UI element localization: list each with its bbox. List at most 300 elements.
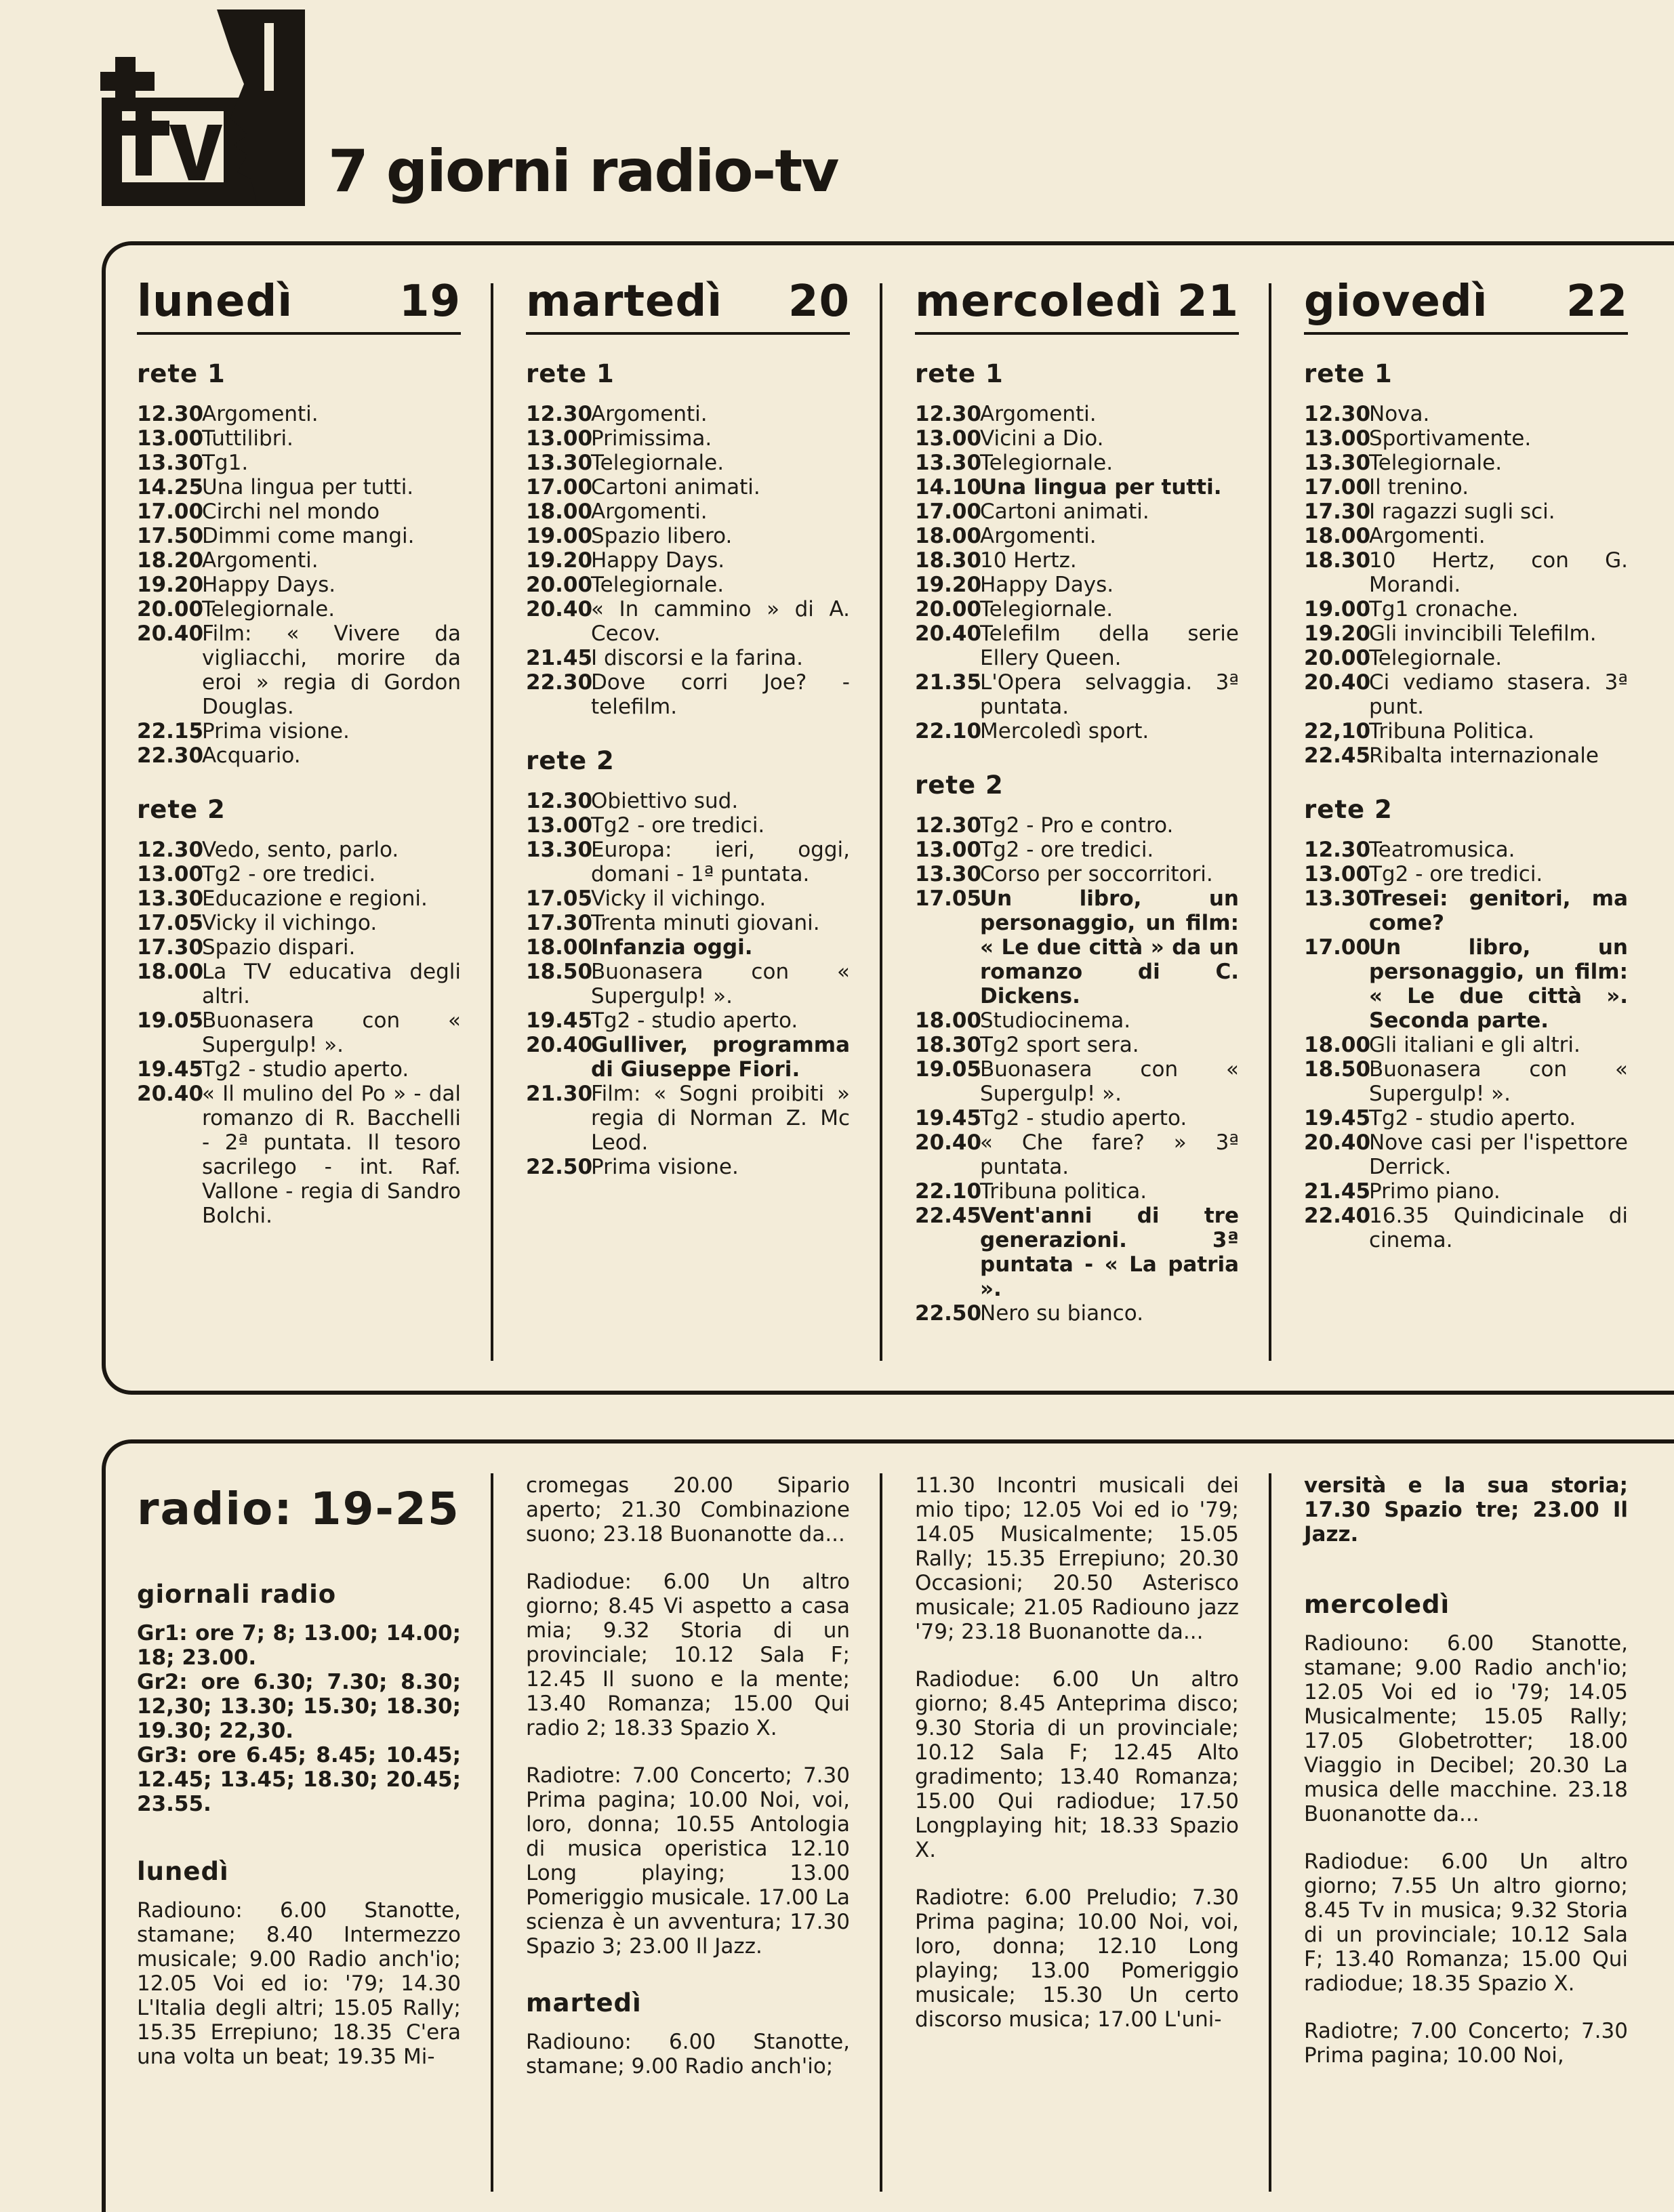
program-entry bbox=[137, 426, 461, 451]
day-header bbox=[1304, 278, 1628, 335]
tv-day-column-mercoledi bbox=[915, 278, 1239, 1326]
program-title: Tg2 - Pro e contro. bbox=[980, 813, 1174, 838]
program-entry bbox=[1304, 1204, 1628, 1252]
program-time: 19.45 bbox=[137, 1057, 204, 1082]
program-time: 21.30 bbox=[526, 1082, 593, 1107]
program-entry bbox=[915, 1301, 1239, 1326]
program-time: 17.00 bbox=[1304, 935, 1371, 960]
page-title: 7 giorni radio-tv bbox=[328, 138, 838, 205]
program-title: Telegiornale. bbox=[591, 451, 724, 476]
rete-1-label: rete 1 bbox=[915, 359, 1004, 389]
program-entry bbox=[526, 838, 850, 886]
program-title: Film: « Vivere da vigliacchi, morire da eroi » regia di Gordon Douglas. bbox=[202, 621, 461, 720]
rete-2-label: rete 2 bbox=[526, 746, 615, 776]
program-time: 19.00 bbox=[526, 524, 593, 549]
program-title: Telegiornale. bbox=[1369, 451, 1503, 476]
radio-text: Radiotre: 7.00 Concerto; 7.30 Prima pagina; 10.00 Noi, voi, loro, donna; 10.55 Antologia di musica operistica 12.10 Long playing; 13.00 Pomeriggio musicale. 17.00 La scienza è un avventura; 17.30 Spazio 3; 23.00 Il Jazz. bbox=[526, 1763, 850, 1959]
program-time: 19.20 bbox=[915, 573, 982, 598]
program-entry bbox=[915, 1130, 1239, 1179]
program-time: 22.30 bbox=[137, 743, 204, 769]
program-title: Circhi nel mondo bbox=[202, 499, 380, 525]
program-entry bbox=[915, 670, 1239, 719]
program-time: 18.00 bbox=[915, 1008, 982, 1033]
program-time: 19.45 bbox=[915, 1106, 982, 1131]
program-entry bbox=[526, 1033, 850, 1082]
radio-schedule-panel bbox=[102, 1439, 1674, 2212]
martedi-heading: martedì bbox=[526, 1988, 642, 2018]
program-entry bbox=[915, 1008, 1239, 1033]
program-entry bbox=[526, 886, 850, 911]
program-entry bbox=[1304, 475, 1628, 499]
tv-day-column-lunedi bbox=[137, 278, 461, 1228]
program-time: 22.45 bbox=[915, 1204, 982, 1229]
program-entry bbox=[526, 548, 850, 573]
program-time: 19.20 bbox=[137, 573, 204, 598]
program-time: 17.30 bbox=[1304, 499, 1371, 525]
program-entry bbox=[915, 621, 1239, 670]
program-entry bbox=[137, 548, 461, 573]
program-entry bbox=[526, 402, 850, 426]
program-time: 20.40 bbox=[1304, 1130, 1371, 1155]
program-time: 20.40 bbox=[526, 1033, 593, 1058]
program-entry bbox=[526, 935, 850, 960]
rete-2-label: rete 2 bbox=[1304, 795, 1393, 825]
rete-2-label: rete 2 bbox=[915, 771, 1004, 800]
day-header bbox=[915, 278, 1239, 335]
program-title: 16.35 Quindicinale di cinema. bbox=[1369, 1204, 1628, 1253]
program-entry bbox=[526, 524, 850, 548]
program-time: 12.30 bbox=[137, 402, 204, 427]
program-time: 12.30 bbox=[526, 402, 593, 427]
program-title: « Il mulino del Po » - dal romanzo di R. Bacchelli - 2ª puntata. Il tesoro sacrilego - int. Raf. Vallone - regia di Sandro Bolchi. bbox=[202, 1082, 461, 1229]
program-entry bbox=[1304, 719, 1628, 743]
program-title: Gli invincibili Telefilm. bbox=[1369, 621, 1597, 647]
program-title: Telegiornale. bbox=[202, 597, 335, 622]
program-time: 20.00 bbox=[1304, 646, 1371, 671]
program-entry bbox=[915, 402, 1239, 426]
program-time: 18.00 bbox=[137, 960, 204, 985]
program-title: Dimmi come mangi. bbox=[202, 524, 415, 549]
program-title: Un libro, un personaggio, un film: « Le due città » da un romanzo di C. Dickens. bbox=[980, 886, 1239, 1009]
program-time: 18.00 bbox=[915, 524, 982, 549]
program-title: I ragazzi sugli sci. bbox=[1369, 499, 1555, 525]
program-entry bbox=[915, 499, 1239, 524]
program-time: 19.45 bbox=[526, 1008, 593, 1033]
program-title: « In cammino » di A. Cecov. bbox=[591, 597, 850, 647]
program-time: 13.30 bbox=[137, 451, 204, 476]
program-title: Argomenti. bbox=[202, 402, 319, 427]
program-entry bbox=[915, 597, 1239, 621]
program-time: 13.00 bbox=[137, 426, 204, 451]
program-title: Tg2 - studio aperto. bbox=[980, 1106, 1187, 1131]
program-entry bbox=[526, 670, 850, 719]
program-title: Tuttilibri. bbox=[202, 426, 293, 451]
radio-title: radio: 19-25 bbox=[137, 1483, 460, 1535]
program-title: Studiocinema. bbox=[980, 1008, 1131, 1033]
program-entry bbox=[1304, 886, 1628, 935]
program-time: 21.35 bbox=[915, 670, 982, 695]
rete-1-label: rete 1 bbox=[526, 359, 615, 389]
rete-2-list bbox=[1304, 838, 1628, 1252]
program-entry bbox=[526, 1155, 850, 1179]
rete-1-list bbox=[915, 402, 1239, 743]
program-time: 13.00 bbox=[915, 426, 982, 451]
program-title: Ribalta internazionale bbox=[1369, 743, 1599, 769]
program-time: 19.00 bbox=[1304, 597, 1371, 622]
program-time: 20.00 bbox=[137, 597, 204, 622]
radio-column-4 bbox=[1304, 1473, 1628, 2091]
program-time: 18.20 bbox=[137, 548, 204, 573]
rete-1-list bbox=[526, 402, 850, 719]
rete-1-label: rete 1 bbox=[137, 359, 226, 389]
program-time: 18.00 bbox=[1304, 1033, 1371, 1058]
program-title: 10 Hertz. bbox=[980, 548, 1077, 573]
radio-text: Radiodue: 6.00 Un altro giorno; 8.45 Vi aspetto a casa mia; 9.32 Storia di un provinciale; 10.12 Sala F; 12.45 Il suono e la mente; 13.40 Romanza; 15.00 Qui radio 2; 18.33 Spazio X. bbox=[526, 1570, 850, 1740]
program-time: 20.40 bbox=[915, 1130, 982, 1155]
program-entry bbox=[137, 862, 461, 886]
program-time: 17.50 bbox=[137, 524, 204, 549]
program-time: 22.15 bbox=[137, 719, 204, 744]
program-title: Corso per soccorritori. bbox=[980, 862, 1213, 887]
program-entry bbox=[137, 621, 461, 719]
program-entry bbox=[137, 402, 461, 426]
program-title: Happy Days. bbox=[202, 573, 336, 598]
program-entry bbox=[1304, 402, 1628, 426]
program-title: Argomenti. bbox=[591, 499, 708, 525]
program-title: Primo piano. bbox=[1369, 1179, 1501, 1204]
program-entry bbox=[1304, 426, 1628, 451]
program-entry bbox=[915, 862, 1239, 886]
program-title: Telegiornale. bbox=[591, 573, 724, 598]
program-title: Buonasera con « Supergulp! ». bbox=[202, 1008, 461, 1058]
program-time: 21.45 bbox=[1304, 1179, 1371, 1204]
program-time: 13.00 bbox=[1304, 862, 1371, 887]
day-name: martedì bbox=[526, 276, 723, 327]
program-time: 19.20 bbox=[1304, 621, 1371, 647]
program-entry bbox=[1304, 1057, 1628, 1106]
program-time: 17.00 bbox=[1304, 475, 1371, 500]
program-title: Il trenino. bbox=[1369, 475, 1469, 500]
program-title: Spazio dispari. bbox=[202, 935, 356, 960]
tv-schedule-panel bbox=[102, 241, 1674, 1395]
radio-text: versità e la sua storia; 17.30 Spazio tre; 23.00 Il Jazz. bbox=[1304, 1473, 1628, 1547]
radio-text: Radiodue: 6.00 Un altro giorno; 7.55 Un altro giorno; 8.45 Tv in musica; 9.32 Storia di un provinciale; 10.12 Sala F; 13.40 Romanza; 15.00 Qui radiodue; 18.35 Spazio X. bbox=[1304, 1849, 1628, 1996]
program-time: 17.05 bbox=[526, 886, 593, 912]
program-entry bbox=[526, 646, 850, 670]
program-entry bbox=[526, 597, 850, 646]
day-number: 20 bbox=[788, 276, 850, 327]
program-time: 12.30 bbox=[915, 402, 982, 427]
program-entry bbox=[137, 499, 461, 524]
program-title: I discorsi e la farina. bbox=[591, 646, 803, 671]
program-time: 20.00 bbox=[526, 573, 593, 598]
program-time: 22.50 bbox=[526, 1155, 593, 1180]
program-time: 17.05 bbox=[137, 911, 204, 936]
program-title: Argomenti. bbox=[591, 402, 708, 427]
program-entry bbox=[137, 597, 461, 621]
program-time: 19.05 bbox=[915, 1057, 982, 1082]
program-entry bbox=[1304, 646, 1628, 670]
program-title: Happy Days. bbox=[980, 573, 1114, 598]
day-name: giovedì bbox=[1304, 276, 1488, 327]
program-time: 22.45 bbox=[1304, 743, 1371, 769]
rete-2-label: rete 2 bbox=[137, 795, 226, 825]
program-title: Happy Days. bbox=[591, 548, 725, 573]
program-title: Film: « Sogni proibiti » regia di Norman Z. Mc Leod. bbox=[591, 1082, 850, 1155]
program-title: Cartoni animati. bbox=[980, 499, 1149, 525]
program-title: Tg2 - ore tredici. bbox=[980, 838, 1154, 863]
program-time: 17.00 bbox=[915, 499, 982, 525]
rete-1-list bbox=[137, 402, 461, 768]
program-title: Tribuna Politica. bbox=[1369, 719, 1535, 744]
program-title: Vicini a Dio. bbox=[980, 426, 1104, 451]
program-time: 19.20 bbox=[526, 548, 593, 573]
program-entry bbox=[1304, 548, 1628, 597]
program-time: 20.40 bbox=[137, 621, 204, 647]
mercoledi-heading: mercoledì bbox=[1304, 1590, 1450, 1619]
program-title: Tg2 - studio aperto. bbox=[202, 1057, 409, 1082]
program-time: 12.30 bbox=[915, 813, 982, 838]
lunedi-radio-text: Radiouno: 6.00 Stanotte, stamane; 8.40 Intermezzo musicale; 9.00 Radio anch'io; 12.05 Voi ed io: '79; 14.30 L'Italia degli altri; 15.05 Rally; 15.35 Errepiuno; 18.35 C'era una volta un beat; 19.35 Mi- bbox=[137, 1898, 461, 2069]
program-time: 13.30 bbox=[137, 886, 204, 912]
giornali-radio-heading: giornali radio bbox=[137, 1580, 337, 1609]
program-time: 22.30 bbox=[526, 670, 593, 695]
program-entry bbox=[526, 426, 850, 451]
tv-day-column-giovedi bbox=[1304, 278, 1628, 1252]
program-title: Argomenti. bbox=[980, 524, 1097, 549]
program-entry bbox=[526, 960, 850, 1008]
rete-1-list bbox=[1304, 402, 1628, 768]
program-title: Mercoledì sport. bbox=[980, 719, 1149, 744]
program-entry bbox=[915, 813, 1239, 838]
program-time: 12.30 bbox=[1304, 838, 1371, 863]
program-entry bbox=[915, 426, 1239, 451]
program-time: 22.10 bbox=[915, 719, 982, 744]
program-title: Telefilm della serie Ellery Queen. bbox=[980, 621, 1239, 671]
radio-text: Radiotre: 6.00 Preludio; 7.30 Prima pagina; 10.00 Noi, voi, loro, donna; 12.10 Long playing; 13.00 Pomeriggio musicale; 15.30 Un certo discorso musica; 17.00 L'uni- bbox=[915, 1885, 1239, 2032]
program-entry bbox=[915, 838, 1239, 862]
program-entry bbox=[1304, 1130, 1628, 1179]
day-number: 21 bbox=[1177, 276, 1239, 327]
program-title: Tg2 - studio aperto. bbox=[591, 1008, 798, 1033]
program-title: Tg2 sport sera. bbox=[980, 1033, 1139, 1058]
program-entry bbox=[1304, 1179, 1628, 1204]
program-title: Primissima. bbox=[591, 426, 712, 451]
program-time: 17.05 bbox=[915, 886, 982, 912]
program-title: Tg2 - studio aperto. bbox=[1369, 1106, 1576, 1131]
program-title: Tribuna politica. bbox=[980, 1179, 1147, 1204]
day-name: lunedì bbox=[137, 276, 293, 327]
program-entry bbox=[915, 1179, 1239, 1204]
program-entry bbox=[526, 1082, 850, 1155]
program-title: Dove corri Joe? - telefilm. bbox=[591, 670, 850, 720]
program-entry bbox=[526, 813, 850, 838]
program-entry bbox=[915, 548, 1239, 573]
program-entry bbox=[1304, 1033, 1628, 1057]
program-title: Buonasera con « Supergulp! ». bbox=[591, 960, 850, 1009]
program-title: Buonasera con « Supergulp! ». bbox=[1369, 1057, 1628, 1107]
radio-text: Radiotre; 7.00 Concerto; 7.30 Prima pagina; 10.00 Noi, bbox=[1304, 2019, 1628, 2068]
program-title: Argomenti. bbox=[1369, 524, 1486, 549]
radio-text: cromegas 20.00 Sipario aperto; 21.30 Combinazione suono; 23.18 Buonanotte da... bbox=[526, 1473, 850, 1547]
program-time: 17.00 bbox=[526, 475, 593, 500]
program-title: Tresei: genitori, ma come? bbox=[1369, 886, 1628, 936]
program-time: 13.00 bbox=[526, 426, 593, 451]
program-entry bbox=[915, 524, 1239, 548]
program-title: Gli italiani e gli altri. bbox=[1369, 1033, 1580, 1058]
program-title: Educazione e regioni. bbox=[202, 886, 428, 912]
program-entry bbox=[137, 743, 461, 768]
program-entry bbox=[1304, 670, 1628, 719]
program-entry bbox=[526, 475, 850, 499]
program-time: 18.50 bbox=[526, 960, 593, 985]
program-title: Infanzia oggi. bbox=[591, 935, 753, 960]
program-entry bbox=[137, 960, 461, 1008]
program-entry bbox=[915, 886, 1239, 1008]
program-title: Una lingua per tutti. bbox=[980, 475, 1222, 500]
program-title: Gulliver, programma di Giuseppe Fiori. bbox=[591, 1033, 850, 1082]
program-entry bbox=[1304, 862, 1628, 886]
program-time: 13.00 bbox=[915, 838, 982, 863]
program-time: 13.00 bbox=[137, 862, 204, 887]
program-time: 18.00 bbox=[1304, 524, 1371, 549]
program-time: 12.30 bbox=[526, 789, 593, 814]
program-entry bbox=[1304, 597, 1628, 621]
program-title: Vent'anni di tre generazioni. 3ª puntata - « La patria ». bbox=[980, 1204, 1239, 1302]
radio-text: Radiodue: 6.00 Un altro giorno; 8.45 Anteprima disco; 9.30 Storia di un provinciale; 10.12 Sala F; 12.45 Alto gradimento; 13.40 Romanza; 15.00 Qui radiodue; 17.50 Longplaying hit; 18.33 Spazio X. bbox=[915, 1667, 1239, 1862]
program-title: Vicky il vichingo. bbox=[591, 886, 767, 912]
program-title: Trenta minuti giovani. bbox=[591, 911, 820, 936]
program-title: Telegiornale. bbox=[980, 451, 1114, 476]
program-time: 20.00 bbox=[915, 597, 982, 622]
program-title: Argomenti. bbox=[980, 402, 1097, 427]
program-title: Sportivamente. bbox=[1369, 426, 1532, 451]
program-time: 18.00 bbox=[526, 499, 593, 525]
program-entry bbox=[1304, 621, 1628, 646]
program-time: 18.50 bbox=[1304, 1057, 1371, 1082]
program-entry bbox=[915, 1106, 1239, 1130]
program-entry bbox=[137, 524, 461, 548]
radio-column-2 bbox=[526, 1473, 850, 2102]
program-time: 20.40 bbox=[526, 597, 593, 622]
program-entry bbox=[1304, 451, 1628, 475]
program-time: 13.30 bbox=[1304, 451, 1371, 476]
program-title: Tg2 - ore tredici. bbox=[591, 813, 765, 838]
program-title: Tg1 cronache. bbox=[1369, 597, 1519, 622]
program-time: 22,10 bbox=[1304, 719, 1371, 744]
program-title: La TV educativa degli altri. bbox=[202, 960, 461, 1009]
program-entry bbox=[1304, 935, 1628, 1033]
program-title: Telegiornale. bbox=[1369, 646, 1503, 671]
rete-2-list bbox=[915, 813, 1239, 1326]
program-entry bbox=[1304, 524, 1628, 548]
program-title: Spazio libero. bbox=[591, 524, 733, 549]
program-entry bbox=[137, 451, 461, 475]
program-entry bbox=[915, 1057, 1239, 1106]
program-title: Tg2 - ore tredici. bbox=[202, 862, 376, 887]
program-time: 22.10 bbox=[915, 1179, 982, 1204]
program-title: 10 Hertz, con G. Morandi. bbox=[1369, 548, 1628, 598]
program-time: 13.00 bbox=[526, 813, 593, 838]
day-number: 19 bbox=[399, 276, 461, 327]
program-time: 12.30 bbox=[137, 838, 204, 863]
program-entry bbox=[915, 719, 1239, 743]
rete-2-list bbox=[526, 789, 850, 1179]
program-entry bbox=[137, 1082, 461, 1228]
program-time: 20.40 bbox=[137, 1082, 204, 1107]
radio-text: Radiouno: 6.00 Stanotte, stamane; 9.00 Radio anch'io; 12.05 Voi ed io '79; 14.05 Musicalmente; 15.05 Rally; 17.05 Globetrotter; 18.00 Viaggio in Decibel; 20.30 La musica delle macchine. 23.18 Buonanotte da... bbox=[1304, 1631, 1628, 1826]
program-time: 13.30 bbox=[526, 838, 593, 863]
radio-column-1 bbox=[137, 1471, 461, 2092]
program-entry bbox=[137, 1008, 461, 1057]
program-time: 13.30 bbox=[526, 451, 593, 476]
program-title: Argomenti. bbox=[202, 548, 319, 573]
program-time: 13.30 bbox=[915, 862, 982, 887]
tv-logo bbox=[102, 9, 305, 206]
program-entry bbox=[1304, 838, 1628, 862]
program-title: Vicky il vichingo. bbox=[202, 911, 377, 936]
program-time: 14.25 bbox=[137, 475, 204, 500]
program-time: 13.30 bbox=[915, 451, 982, 476]
rete-2-list bbox=[137, 838, 461, 1228]
day-name: mercoledì bbox=[915, 276, 1163, 327]
program-time: 18.30 bbox=[1304, 548, 1371, 573]
program-time: 20.40 bbox=[1304, 670, 1371, 695]
program-title: Nero su bianco. bbox=[980, 1301, 1144, 1326]
program-entry bbox=[915, 451, 1239, 475]
program-entry bbox=[1304, 499, 1628, 524]
program-time: 19.45 bbox=[1304, 1106, 1371, 1131]
program-title: Obiettivo sud. bbox=[591, 789, 739, 814]
program-entry bbox=[137, 886, 461, 911]
program-entry bbox=[137, 719, 461, 743]
program-time: 21.45 bbox=[526, 646, 593, 671]
radio-column-3 bbox=[915, 1473, 1239, 2055]
program-time: 18.30 bbox=[915, 1033, 982, 1058]
program-title: Prima visione. bbox=[591, 1155, 739, 1180]
program-title: Un libro, un personaggio, un film: « Le due città ». Seconda parte. bbox=[1369, 935, 1628, 1033]
logo-text: tv bbox=[203, 206, 204, 207]
program-time: 17.30 bbox=[137, 935, 204, 960]
program-entry bbox=[137, 573, 461, 597]
program-time: 12.30 bbox=[1304, 402, 1371, 427]
program-title: Europa: ieri, oggi, domani - 1ª puntata. bbox=[591, 838, 850, 887]
program-entry bbox=[526, 451, 850, 475]
lunedi-heading: lunedì bbox=[137, 1857, 229, 1886]
gr1-times: Gr1: ore 7; 8; 13.00; 14.00; 18; 23.00. bbox=[137, 1621, 461, 1670]
program-time: 22.50 bbox=[915, 1301, 982, 1326]
program-entry bbox=[137, 475, 461, 499]
program-time: 19.05 bbox=[137, 1008, 204, 1033]
program-entry bbox=[526, 911, 850, 935]
day-number: 22 bbox=[1566, 276, 1628, 327]
program-time: 14.10 bbox=[915, 475, 982, 500]
program-title: Cartoni animati. bbox=[591, 475, 760, 500]
program-entry bbox=[526, 499, 850, 524]
day-header bbox=[526, 278, 850, 335]
program-title: Tg1. bbox=[202, 451, 249, 476]
program-entry bbox=[526, 573, 850, 597]
program-time: 17.00 bbox=[137, 499, 204, 525]
program-title: Telegiornale. bbox=[980, 597, 1114, 622]
program-title: Una lingua per tutti. bbox=[202, 475, 414, 500]
program-title: Tg2 - ore tredici. bbox=[1369, 862, 1543, 887]
program-title: L'Opera selvaggia. 3ª puntata. bbox=[980, 670, 1239, 720]
radio-text: Radiouno: 6.00 Stanotte, stamane; 9.00 Radio anch'io; bbox=[526, 2030, 850, 2078]
program-entry bbox=[915, 475, 1239, 499]
program-time: 22.40 bbox=[1304, 1204, 1371, 1229]
program-title: Buonasera con « Supergulp! ». bbox=[980, 1057, 1239, 1107]
